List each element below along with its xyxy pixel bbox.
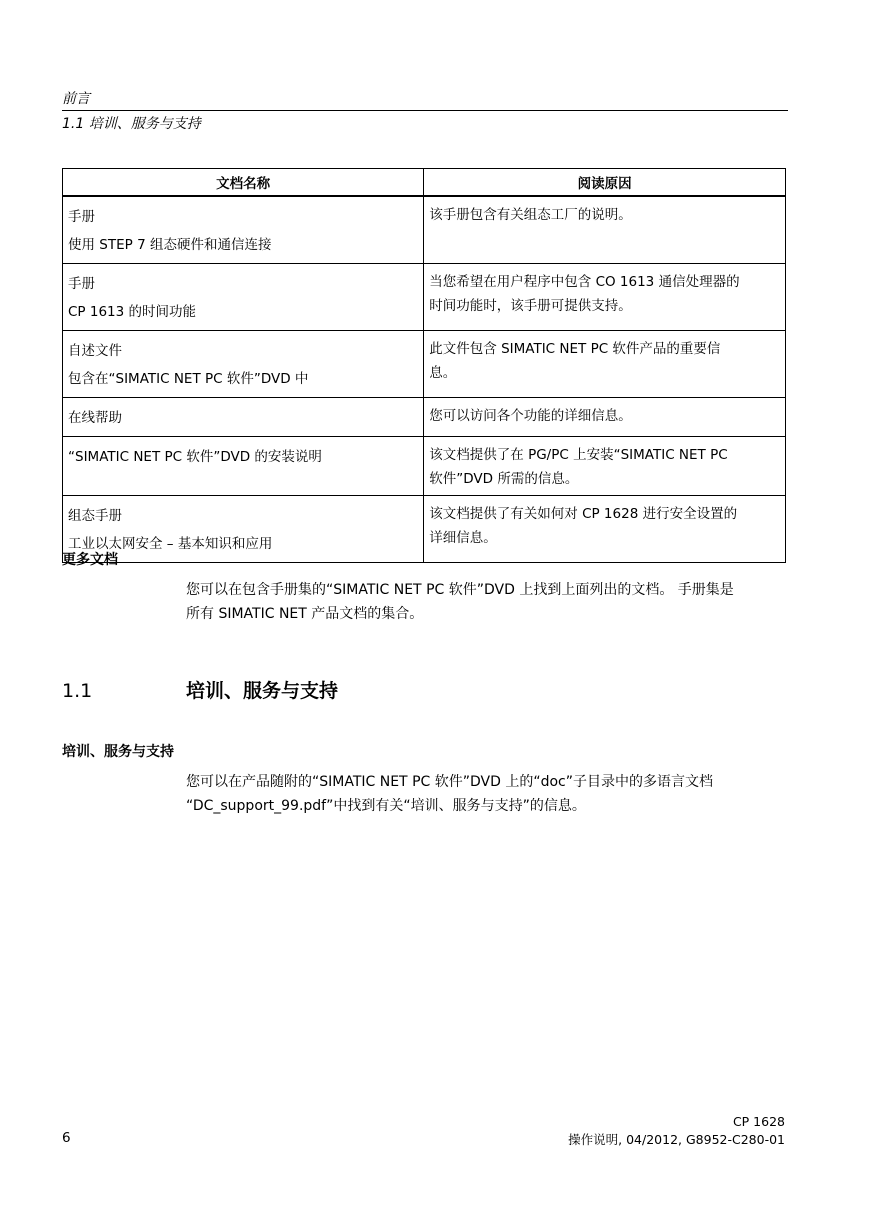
more-docs-heading: 更多文档 <box>62 552 118 568</box>
cell-text-line: 详细信息。 <box>429 530 497 546</box>
more-docs-paragraph <box>186 578 786 626</box>
table-row <box>63 331 786 398</box>
cell-text-line: 手册 <box>68 276 95 292</box>
table-row <box>63 398 786 437</box>
paragraph-line: 所有 SIMATIC NET 产品文档的集合。 <box>186 606 424 622</box>
cell-document-name <box>63 331 424 398</box>
cell-text-line: 您可以访问各个功能的详细信息。 <box>429 408 632 424</box>
cell-text-line: 组态手册 <box>68 508 122 524</box>
cell-text-line: “SIMATIC NET PC 软件”DVD 的安装说明 <box>68 449 322 465</box>
training-paragraph <box>186 770 786 818</box>
cell-text-line: CP 1613 的时间功能 <box>68 304 197 320</box>
cell-text-line: 软件”DVD 所需的信息。 <box>429 471 579 487</box>
cell-text-line: 该文档提供了在 PG/PC 上安装“SIMATIC NET PC <box>429 447 728 463</box>
column-header-reason: 阅读原因 <box>424 169 786 197</box>
paragraph-line: 您可以在产品随附的“SIMATIC NET PC 软件”DVD 上的“doc”子目录中的多语言文档 <box>186 774 713 790</box>
table-row <box>63 264 786 331</box>
cell-document-name <box>63 264 424 331</box>
cell-document-name <box>63 437 424 496</box>
section-title: 培训、服务与支持 <box>186 680 339 702</box>
cell-text-line: 当您希望在用户程序中包含 CO 1613 通信处理器的 <box>429 274 740 290</box>
footer-product: CP 1628 <box>732 1114 785 1129</box>
footer-doc-info: 操作说明, 04/2012, G8952-C280-01 <box>568 1132 785 1147</box>
cell-reading-reason <box>424 331 786 398</box>
cell-text-line: 使用 STEP 7 组态硬件和通信连接 <box>68 237 272 253</box>
cell-text-line: 该手册包含有关组态工厂的说明。 <box>429 207 632 223</box>
cell-reading-reason <box>424 398 786 437</box>
table-row <box>63 496 786 563</box>
cell-text-line: 手册 <box>68 209 95 225</box>
page-header <box>62 90 788 133</box>
cell-document-name <box>63 196 424 264</box>
cell-text-line: 该文档提供了有关如何对 CP 1628 进行安全设置的 <box>429 506 738 522</box>
training-heading: 培训、服务与支持 <box>62 744 174 760</box>
table-body <box>63 196 786 563</box>
cell-text-line: 此文件包含 SIMATIC NET PC 软件产品的重要信 <box>429 341 721 357</box>
header-chapter: 前言 <box>62 90 788 111</box>
cell-text-line: 在线帮助 <box>68 410 122 426</box>
cell-reading-reason <box>424 496 786 563</box>
column-header-name: 文档名称 <box>63 169 424 197</box>
cell-reading-reason <box>424 196 786 264</box>
cell-text-line: 息。 <box>429 365 457 381</box>
cell-reading-reason <box>424 264 786 331</box>
cell-reading-reason <box>424 437 786 496</box>
cell-text-line: 时间功能时，该手册可提供支持。 <box>429 298 632 314</box>
page-number: 6 <box>62 1130 71 1146</box>
cell-text-line: 包含在“SIMATIC NET PC 软件”DVD 中 <box>68 371 309 387</box>
paragraph-line: “DC_support_99.pdf”中找到有关“培训、服务与支持”的信息。 <box>186 798 586 814</box>
table-header-row <box>63 169 786 197</box>
cell-text-line: 工业以太网安全 – 基本知识和应用 <box>68 536 273 552</box>
cell-document-name <box>63 398 424 437</box>
cell-text-line: 自述文件 <box>68 343 122 359</box>
section-number: 1.1 <box>62 680 93 702</box>
paragraph-line: 您可以在包含手册集的“SIMATIC NET PC 软件”DVD 上找到上面列出的文档。 手册集是 <box>186 582 734 598</box>
header-section: 1.1 培训、服务与支持 <box>62 116 201 132</box>
table-row <box>63 437 786 496</box>
documents-table <box>62 168 786 563</box>
table-row <box>63 196 786 264</box>
footer-info <box>568 1113 785 1149</box>
